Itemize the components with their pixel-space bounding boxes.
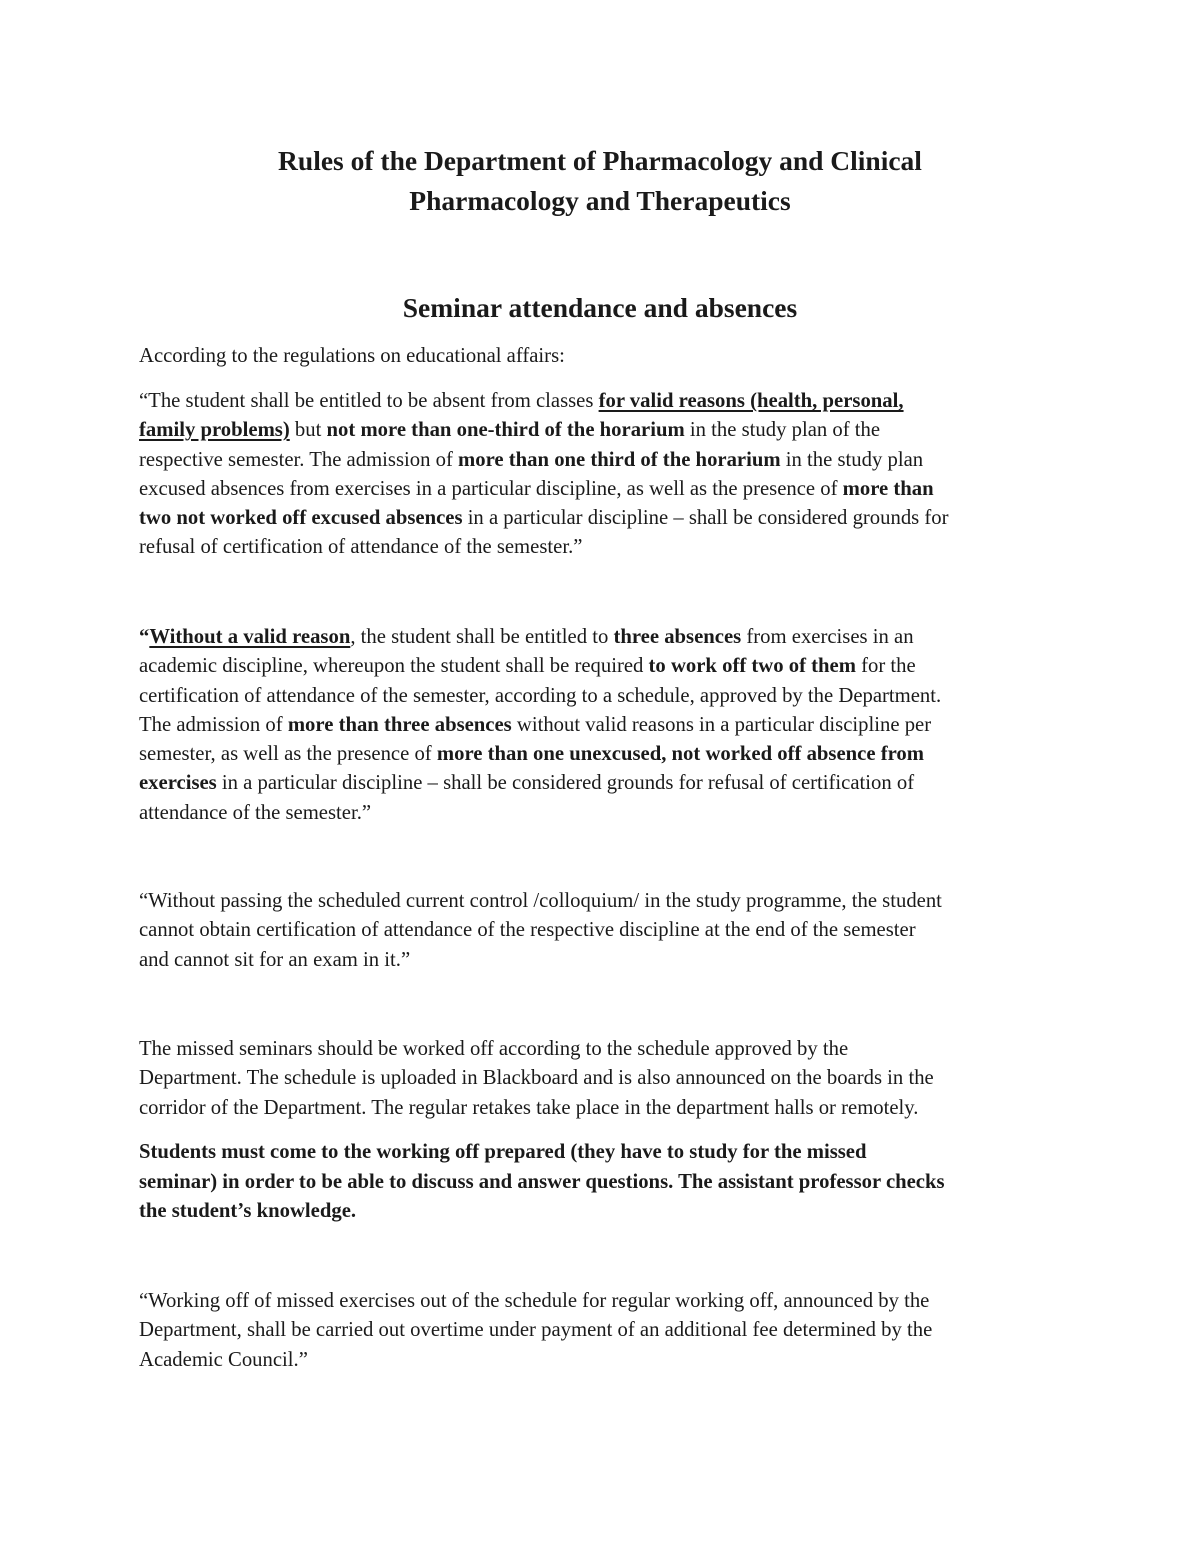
text-line: refusal of certification of attendance of the semester.” — [139, 536, 583, 559]
regulation-quote-extra-fee — [139, 1287, 1079, 1375]
text-line: Students must come to the working off prepared (they have to study for the missed — [139, 1141, 867, 1163]
text-line: and cannot sit for an exam in it.” — [139, 948, 411, 971]
text-line: “Without passing the scheduled current control /colloquium/ in the study programme, the student — [139, 890, 942, 912]
regulation-quote-no-valid-reason — [139, 623, 1079, 828]
text-line: semester, as well as the presence of more than one unexcused, not worked off absence from — [139, 743, 924, 766]
text-line: corridor of the Department. The regular retakes take place in the department halls or remotely. — [139, 1096, 919, 1119]
intro-paragraph — [139, 342, 1079, 371]
emphasis-text: two not worked off excused absences — [139, 507, 463, 530]
emphasis-text: Without a valid reason — [149, 626, 351, 648]
text-line: The missed seminars should be worked off according to the schedule approved by the — [139, 1038, 849, 1060]
text-line: The admission of more than three absences without valid reasons in a particular discipline per — [139, 713, 932, 736]
text-line: attendance of the semester.” — [139, 801, 372, 824]
text-line: certification of attendance of the semester, according to a schedule, approved by the Department. — [139, 684, 942, 707]
regulation-quote-valid-reasons — [139, 387, 1079, 563]
regulation-quote-colloquium — [139, 887, 1079, 975]
emphasis-text: for valid reasons (health, personal, — [598, 390, 904, 412]
emphasis-text: family problems) — [139, 419, 290, 442]
section-heading: Seminar attendance and absences — [402, 292, 798, 323]
text-line: respective semester. The admission of more than one third of the horarium in the study plan — [139, 448, 924, 471]
title-line: Pharmacology and Therapeutics — [409, 185, 791, 216]
missed-seminars-paragraph — [139, 1035, 1079, 1123]
title-line: Rules of the Department of Pharmacology and Clinical — [278, 145, 922, 176]
emphasis-text: more than — [842, 477, 934, 500]
text-line: Academic Council.” — [139, 1348, 308, 1371]
text-line: family problems) but not more than one-third of the horarium in the study plan of the — [139, 419, 881, 442]
text-line: cannot obtain certification of attendance of the respective discipline at the end of the semester — [139, 919, 916, 942]
emphasis-text: more than one unexcused, not worked off absence from — [436, 743, 924, 766]
emphasis-text: more than one third of the horarium — [458, 448, 781, 471]
text-line: Department. The schedule is uploaded in Blackboard and is also announced on the boards in the — [139, 1067, 934, 1090]
emphasis-text: to work off two of them — [648, 655, 856, 678]
emphasis-text: not more than one-third of the horarium — [326, 419, 685, 442]
emphasis-text: more than three absences — [287, 713, 512, 736]
text-line: seminar) in order to be able to discuss and answer questions. The assistant professor checks — [139, 1170, 945, 1193]
emphasis-text: three absences — [613, 626, 742, 648]
text-line: exercises in a particular discipline – shall be considered grounds for refusal of certification of — [139, 772, 915, 795]
text-line: two not worked off excused absences in a particular discipline – shall be considered grounds for — [139, 507, 949, 530]
text-line: “The student shall be entitled to be absent from classes for valid reasons (health, personal, — [139, 390, 904, 412]
text-line: Department, shall be carried out overtime under payment of an additional fee determined by the — [139, 1319, 933, 1342]
text-line: According to the regulations on educational affairs: — [139, 345, 565, 367]
text-line: “Without a valid reason, the student shall be entitled to three absences from exercises in an — [139, 626, 914, 648]
text-line: “Working off of missed exercises out of the schedule for regular working off, announced by the — [139, 1290, 930, 1312]
text-line: excused absences from exercises in a particular discipline, as well as the presence of more than — [139, 477, 934, 500]
preparation-notice — [139, 1138, 1079, 1227]
text-line: academic discipline, whereupon the student shall be required to work off two of them for the — [139, 655, 916, 678]
text-line: the student’s knowledge. — [139, 1200, 357, 1222]
document-title — [0, 141, 1200, 221]
emphasis-text: exercises — [139, 772, 217, 795]
